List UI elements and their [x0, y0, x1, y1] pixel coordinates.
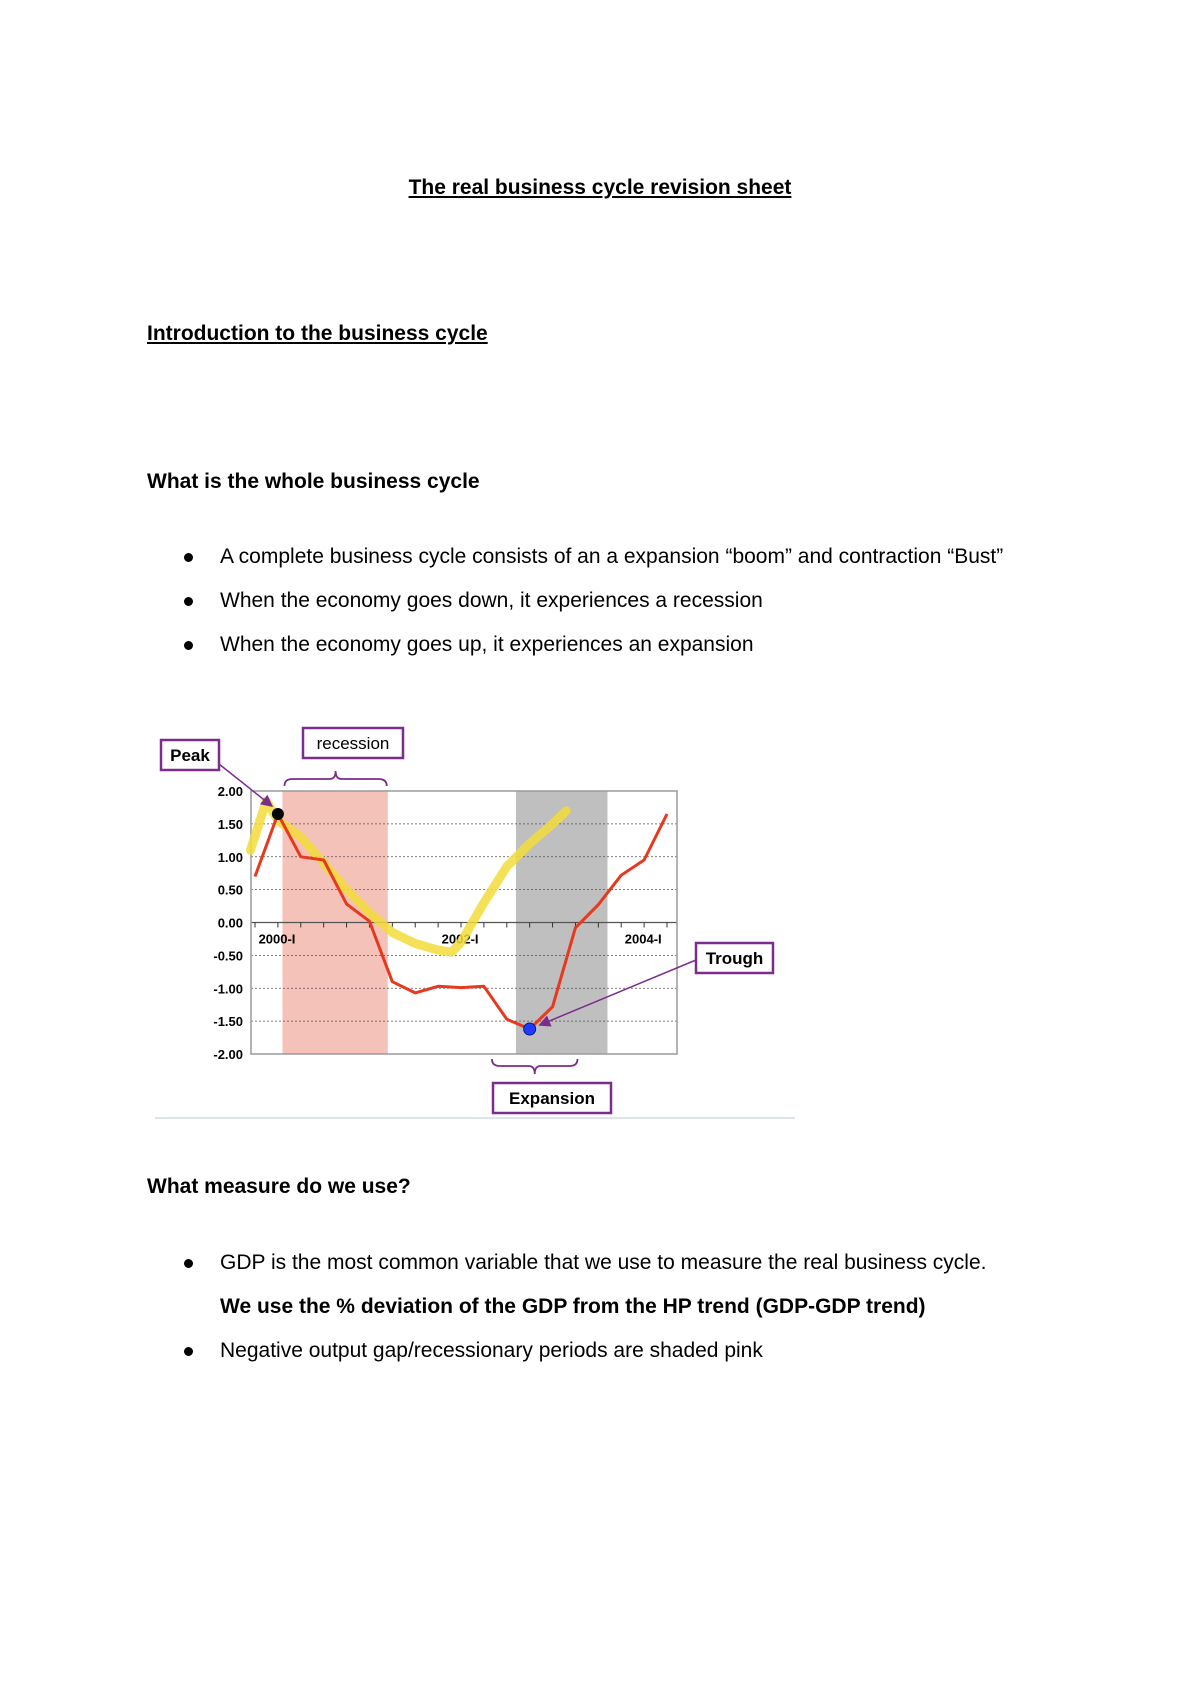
measure-bullet-list [147, 1251, 986, 1295]
list-item [147, 1251, 986, 1295]
y-tick-label: 2.00 [217, 784, 243, 799]
bullet-icon [184, 641, 193, 650]
list-item-text: Negative output gap/recessionary periods are shaded pink [220, 1339, 763, 1362]
x-tick-label: 2000-I [258, 931, 296, 947]
list-item [147, 1339, 763, 1383]
y-tick-label: -1.00 [213, 981, 243, 997]
y-tick-label: 0.50 [217, 882, 243, 898]
list-item [147, 589, 1003, 633]
peak-label: Peak [170, 746, 210, 765]
section-heading-whole-cycle: What is the whole business cycle [147, 470, 480, 493]
y-tick-label: -1.50 [213, 1014, 243, 1030]
y-tick-label: 0.00 [217, 915, 243, 931]
expansion-label: Expansion [509, 1089, 595, 1108]
section-heading-measure: What measure do we use? [147, 1175, 411, 1198]
trough-label: Trough [705, 949, 764, 968]
whole-cycle-bullet-list [147, 545, 1003, 677]
y-tick-label: 1.00 [217, 849, 243, 865]
x-tick-label: 2004-I [624, 931, 662, 947]
recession-label: recession [316, 734, 390, 753]
y-tick-label: -2.00 [213, 1047, 243, 1062]
bullet-icon [184, 1259, 193, 1268]
figure-divider [155, 1117, 795, 1119]
peak-point [272, 808, 284, 820]
expansion-brace [492, 1059, 578, 1074]
gdp-measure-definition: We use the % deviation of the GDP from the HP trend (GDP-GDP trend) [220, 1295, 926, 1318]
x-tick-label: 2002-I [441, 931, 479, 947]
page-title: The real business cycle revision sheet [408, 176, 792, 199]
trough-point [524, 1023, 536, 1035]
measure-bullet-list-2 [147, 1339, 763, 1383]
bullet-icon [184, 553, 193, 562]
list-item [147, 545, 1003, 589]
list-item-text: When the economy goes down, it experiences a recession [220, 589, 763, 612]
business-cycle-chart [145, 720, 805, 1120]
list-item-text: GDP is the most common variable that we use to measure the real business cycle. [220, 1251, 987, 1274]
recession-brace [284, 771, 386, 786]
section-heading-intro: Introduction to the business cycle [147, 322, 488, 345]
list-item-text: When the economy goes up, it experiences an expansion [220, 633, 754, 656]
list-item-text: A complete business cycle consists of an a expansion “boom” and contraction “Bust” [220, 545, 1004, 568]
bullet-icon [184, 1347, 193, 1356]
list-item [147, 633, 1003, 677]
y-tick-label: -0.50 [213, 948, 243, 964]
bullet-icon [184, 597, 193, 606]
y-tick-label: 1.50 [217, 816, 243, 832]
